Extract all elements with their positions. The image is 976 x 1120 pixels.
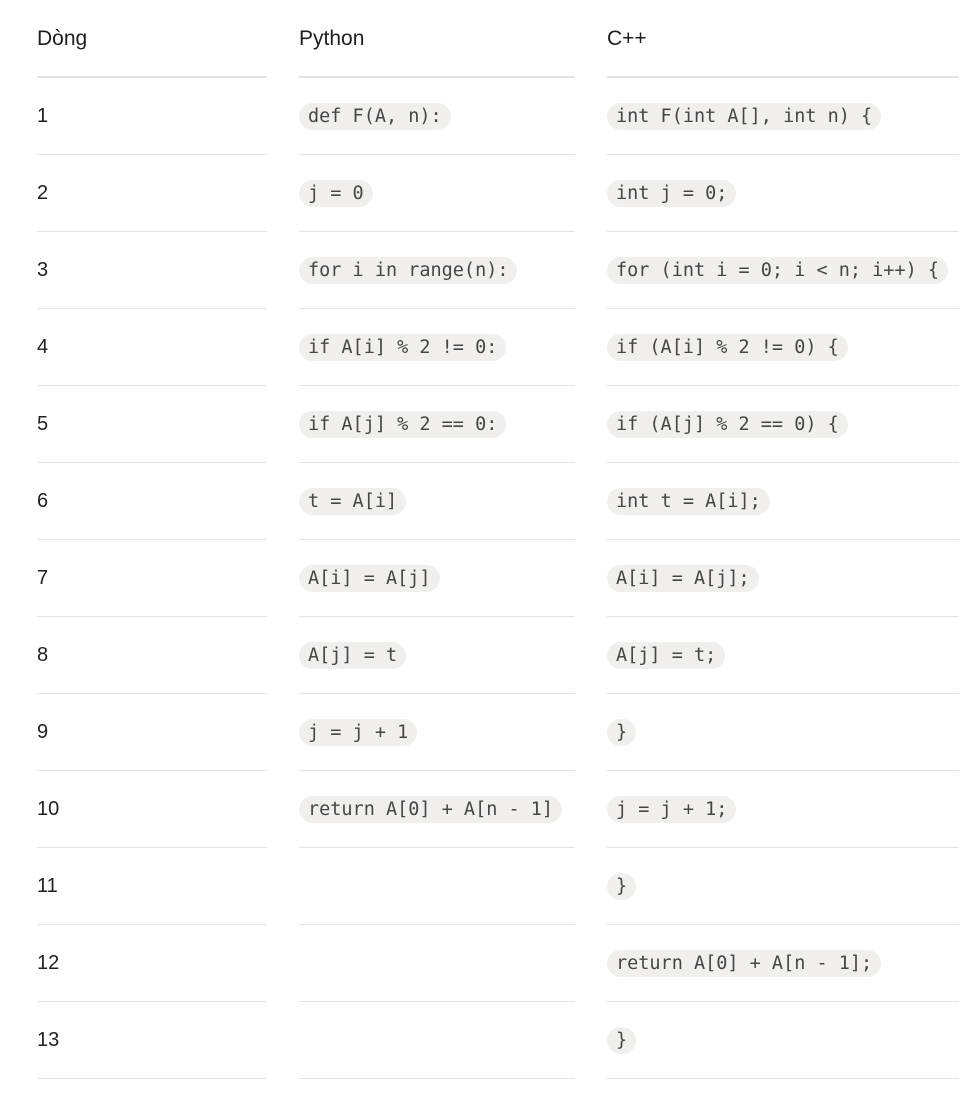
line-number: 4 [37, 336, 49, 358]
line-number: 12 [37, 952, 60, 974]
python-code: if A[i] % 2 != 0: [299, 334, 506, 361]
cpp-code: A[j] = t; [607, 642, 725, 669]
line-number: 9 [37, 721, 49, 743]
table-row [37, 386, 959, 463]
table-row [37, 925, 959, 1002]
table-row [37, 694, 959, 771]
line-number: 5 [37, 413, 49, 435]
python-code: A[j] = t [299, 642, 406, 669]
cpp-code: if (A[j] % 2 == 0) { [607, 411, 848, 438]
code-comparison-table [37, 0, 959, 1079]
table-row [37, 540, 959, 617]
line-number: 10 [37, 798, 60, 820]
cpp-code: } [607, 873, 636, 900]
cpp-code: int t = A[i]; [607, 488, 770, 515]
python-code: for i in range(n): [299, 257, 517, 284]
cpp-code: if (A[i] % 2 != 0) { [607, 334, 848, 361]
table-header-row [37, 0, 959, 78]
cpp-code: A[i] = A[j]; [607, 565, 759, 592]
table-row [37, 463, 959, 540]
header-cpp: C++ [607, 0, 959, 78]
line-number: 13 [37, 1029, 60, 1051]
table-row [37, 78, 959, 155]
python-code: t = A[i] [299, 488, 406, 515]
table-row [37, 771, 959, 848]
line-number: 6 [37, 490, 49, 512]
cpp-code: } [607, 1027, 636, 1054]
header-python: Python [299, 0, 575, 78]
cpp-code: j = j + 1; [607, 796, 736, 823]
table-row [37, 617, 959, 694]
python-code: A[i] = A[j] [299, 565, 440, 592]
python-code: j = 0 [299, 180, 373, 207]
line-number: 1 [37, 105, 49, 127]
cpp-code: return A[0] + A[n - 1]; [607, 950, 881, 977]
table-row [37, 232, 959, 309]
line-number: 2 [37, 182, 49, 204]
line-number: 3 [37, 259, 49, 281]
python-code: if A[j] % 2 == 0: [299, 411, 506, 438]
cpp-code: int F(int A[], int n) { [607, 103, 881, 130]
table-body [37, 78, 959, 1079]
python-code: return A[0] + A[n - 1] [299, 796, 562, 823]
python-code: def F(A, n): [299, 103, 451, 130]
table-row [37, 155, 959, 232]
table-row [37, 309, 959, 386]
table-row [37, 848, 959, 925]
line-number: 8 [37, 644, 49, 666]
cpp-code: for (int i = 0; i < n; i++) { [607, 257, 948, 284]
cpp-code: } [607, 719, 636, 746]
line-number: 7 [37, 567, 49, 589]
python-code: j = j + 1 [299, 719, 417, 746]
table-row [37, 1002, 959, 1079]
cpp-code: int j = 0; [607, 180, 736, 207]
line-number: 11 [37, 875, 58, 897]
header-line: Dòng [37, 0, 267, 78]
